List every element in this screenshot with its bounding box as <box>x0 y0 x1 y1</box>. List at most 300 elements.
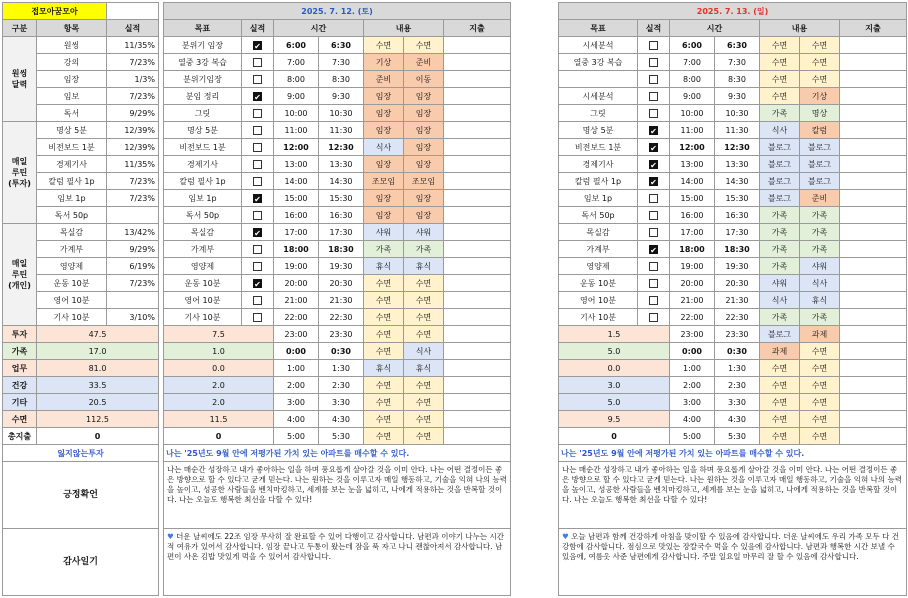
expense-cell <box>444 258 511 275</box>
end-time: 7:30 <box>715 54 760 71</box>
daily-category-value: 1.5 <box>559 326 670 343</box>
start-time: 20:00 <box>274 275 319 292</box>
done-cell <box>242 292 274 309</box>
end-time: 22:30 <box>319 309 364 326</box>
activity-first-half: 블로그 <box>760 139 800 156</box>
daily-category-value: 0 <box>164 428 274 445</box>
schedule-row <box>559 224 907 241</box>
expense-cell <box>444 224 511 241</box>
expense-cell <box>840 428 907 445</box>
checkbox[interactable] <box>253 262 262 271</box>
habit-rate <box>107 207 159 224</box>
goal-cell: 독서 50p <box>559 207 638 224</box>
activity-first-half: 임장 <box>364 122 404 139</box>
checkbox[interactable] <box>649 109 658 118</box>
time-header: 시간 <box>274 20 364 37</box>
checkbox[interactable] <box>253 296 262 305</box>
activity-first-half: 샤워 <box>364 224 404 241</box>
end-time: 2:30 <box>715 377 760 394</box>
checkbox[interactable] <box>253 143 262 152</box>
category-text: 원씽 달력 <box>11 69 28 89</box>
expense-cell <box>444 428 511 445</box>
start-time: 15:00 <box>670 190 715 207</box>
end-time: 2:30 <box>319 377 364 394</box>
checked-checkbox[interactable]: ✔ <box>254 194 261 204</box>
end-time: 9:30 <box>715 88 760 105</box>
done-cell <box>638 258 670 275</box>
activity-first-half: 휴식 <box>364 258 404 275</box>
checkbox[interactable] <box>649 279 658 288</box>
expense-cell <box>444 37 511 54</box>
summary-table <box>2 2 159 596</box>
end-time: 12:30 <box>319 139 364 156</box>
category-text: 매일 루틴 (투자) <box>8 157 31 188</box>
expense-cell <box>444 105 511 122</box>
activity-second-half: 가족 <box>800 309 840 326</box>
activity-second-half: 수면 <box>800 343 840 360</box>
start-time: 23:00 <box>274 326 319 343</box>
activity-first-half: 블로그 <box>760 156 800 173</box>
activity-second-half: 조모임 <box>404 173 444 190</box>
activity-first-half: 블로그 <box>760 326 800 343</box>
done-cell <box>242 241 274 258</box>
habit-item: 영어 10분 <box>37 292 107 309</box>
daily-category-value: 5.0 <box>559 343 670 360</box>
heart-icon: ♥ <box>167 532 177 541</box>
goal-cell: 경제기사 <box>164 156 242 173</box>
expense-cell <box>444 292 511 309</box>
expense-cell <box>840 377 907 394</box>
habit-item: 명상 5분 <box>37 122 107 139</box>
schedule-row <box>164 139 511 156</box>
activity-first-half: 수면 <box>760 428 800 445</box>
summary-label: 건강 <box>3 377 37 394</box>
habit-item: 기사 10분 <box>37 309 107 326</box>
activity-first-half: 조모임 <box>364 173 404 190</box>
schedule-row <box>559 258 907 275</box>
habit-item: 임장 <box>37 71 107 88</box>
schedule-row <box>559 88 907 105</box>
end-time: 7:30 <box>319 54 364 71</box>
activity-first-half: 식사 <box>364 139 404 156</box>
habit-rate: 7/23% <box>107 88 159 105</box>
habit-rate <box>107 292 159 309</box>
goal-cell: 목실감 <box>559 224 638 241</box>
start-time: 14:00 <box>274 173 319 190</box>
schedule-row <box>559 156 907 173</box>
end-time: 13:30 <box>715 156 760 173</box>
start-time: 22:00 <box>670 309 715 326</box>
activity-second-half: 휴식 <box>800 292 840 309</box>
summary-value: 0 <box>37 428 159 445</box>
end-time: 1:30 <box>319 360 364 377</box>
checked-checkbox[interactable]: ✔ <box>650 160 657 170</box>
schedule-row <box>164 241 511 258</box>
habit-item: 경제기사 <box>37 156 107 173</box>
activity-first-half: 수면 <box>364 309 404 326</box>
checkbox[interactable] <box>649 75 658 84</box>
left-title: 접모아꿈모아 <box>3 3 107 20</box>
expense-cell <box>444 343 511 360</box>
time-header: 시간 <box>670 20 760 37</box>
goal-cell: 분임 정리 <box>164 88 242 105</box>
summary-label: 수면 <box>3 411 37 428</box>
habit-item: 가계부 <box>37 241 107 258</box>
goal-cell: 비전보드 1분 <box>559 139 638 156</box>
category-label <box>3 122 37 224</box>
expense-cell <box>840 173 907 190</box>
end-time: 21:30 <box>319 292 364 309</box>
activity-second-half: 과제 <box>800 326 840 343</box>
checkbox[interactable] <box>253 177 262 186</box>
activity-second-half: 준비 <box>800 190 840 207</box>
gratitude-label: 감사일기 <box>3 529 159 596</box>
activity-second-half: 수면 <box>800 360 840 377</box>
end-time: 18:30 <box>319 241 364 258</box>
schedule-row <box>164 275 511 292</box>
checkbox[interactable] <box>649 228 658 237</box>
activity-second-half: 식사 <box>800 275 840 292</box>
activity-first-half: 수면 <box>364 411 404 428</box>
expense-cell <box>444 411 511 428</box>
gratitude-text: 오늘 남편과 함께 건강하게 아침을 맞이할 수 있음에 감사합니다. 더운 날씨에도 우리 가족 모두 다 건강함에 감사합니다. 점심으로 맛있는 장칼국수 먹을 수 있음에 감사합니다. 남편과 행복한 시간 보낼 수 있음에, 여름옷 사준 남편에게 감사합니다. 주말 일요일 마무리 잘 할 수 있음에 감사합니다. <box>562 532 900 561</box>
activity-first-half: 휴식 <box>364 360 404 377</box>
done-cell <box>638 105 670 122</box>
checked-checkbox[interactable]: ✔ <box>650 177 657 187</box>
start-time: 16:00 <box>274 207 319 224</box>
start-time: 19:00 <box>274 258 319 275</box>
schedule-row <box>559 207 907 224</box>
activity-second-half: 수면 <box>404 411 444 428</box>
habit-rate: 11/35% <box>107 156 159 173</box>
activity-first-half: 기상 <box>364 54 404 71</box>
end-time: 6:30 <box>319 37 364 54</box>
goal-cell: 목실감 <box>164 224 242 241</box>
end-time: 23:30 <box>715 326 760 343</box>
end-time: 8:30 <box>715 71 760 88</box>
activity-second-half: 수면 <box>800 37 840 54</box>
goal-cell: 임보 1p <box>559 190 638 207</box>
activity-second-half: 수면 <box>404 309 444 326</box>
checkbox[interactable] <box>649 262 658 271</box>
expense-cell <box>444 394 511 411</box>
activity-second-half: 수면 <box>404 377 444 394</box>
schedule-row <box>164 156 511 173</box>
schedule-row <box>164 71 511 88</box>
schedule-row <box>164 88 511 105</box>
goal-slogan: 나는 '25년도 9월 안에 저평가된 가치 있는 아파트를 매수할 수 있다. <box>559 445 907 462</box>
activity-first-half: 임장 <box>364 156 404 173</box>
activity-second-half: 수면 <box>404 292 444 309</box>
expense-cell <box>840 224 907 241</box>
habit-item: 임보 <box>37 88 107 105</box>
end-time: 19:30 <box>715 258 760 275</box>
schedule-row <box>559 105 907 122</box>
goal-cell: 영양제 <box>164 258 242 275</box>
end-time: 20:30 <box>319 275 364 292</box>
day-table-sun <box>558 2 907 596</box>
activity-first-half: 수면 <box>760 88 800 105</box>
activity-first-half: 과제 <box>760 343 800 360</box>
start-time: 8:00 <box>274 71 319 88</box>
habit-rate: 13/42% <box>107 224 159 241</box>
checked-checkbox[interactable]: ✔ <box>254 92 261 102</box>
content-header: 내용 <box>760 20 840 37</box>
end-time: 5:30 <box>319 428 364 445</box>
schedule-row <box>559 139 907 156</box>
done-cell <box>242 275 274 292</box>
expense-cell <box>840 71 907 88</box>
schedule-row <box>164 207 511 224</box>
schedule-row <box>164 309 511 326</box>
expense-cell <box>444 275 511 292</box>
goal-slogan: 나는 '25년도 9월 안에 저평가된 가치 있는 아파트를 매수할 수 있다. <box>164 445 511 462</box>
schedule-row <box>559 173 907 190</box>
goal-cell: 운동 10분 <box>559 275 638 292</box>
summary-label: 가족 <box>3 343 37 360</box>
start-time: 14:00 <box>670 173 715 190</box>
day-table-sat <box>163 2 511 596</box>
expense-cell <box>444 71 511 88</box>
checkbox[interactable] <box>253 109 262 118</box>
schedule-row <box>164 258 511 275</box>
done-cell <box>242 224 274 241</box>
expense-cell <box>444 309 511 326</box>
start-time: 1:00 <box>274 360 319 377</box>
activity-second-half: 수면 <box>800 411 840 428</box>
expense-cell <box>840 275 907 292</box>
activity-second-half: 가족 <box>800 207 840 224</box>
done-cell <box>242 71 274 88</box>
activity-first-half: 가족 <box>760 309 800 326</box>
goal-cell: 비전보드 1분 <box>164 139 242 156</box>
habit-item: 원씽 <box>37 37 107 54</box>
goal-cell: 칼럼 필사 1p <box>164 173 242 190</box>
end-time: 11:30 <box>715 122 760 139</box>
goal-cell: 열중 3강 복습 <box>164 54 242 71</box>
goal-header: 목표 <box>559 20 638 37</box>
checkbox[interactable] <box>253 245 262 254</box>
activity-first-half: 임장 <box>364 207 404 224</box>
done-cell <box>638 139 670 156</box>
end-time: 20:30 <box>715 275 760 292</box>
checkbox[interactable] <box>253 160 262 169</box>
end-time: 10:30 <box>319 105 364 122</box>
left-header: 구분 <box>3 20 37 37</box>
habit-item: 칼럼 필사 1p <box>37 173 107 190</box>
end-time: 21:30 <box>715 292 760 309</box>
end-time: 12:30 <box>715 139 760 156</box>
expense-cell <box>444 326 511 343</box>
habit-rate: 3/10% <box>107 309 159 326</box>
goal-cell: 기사 10분 <box>164 309 242 326</box>
start-time: 22:00 <box>274 309 319 326</box>
schedule-row <box>164 224 511 241</box>
checkbox[interactable] <box>649 58 658 67</box>
goal-cell: 경제기사 <box>559 156 638 173</box>
checkbox[interactable] <box>649 92 658 101</box>
activity-second-half: 식사 <box>404 343 444 360</box>
start-time: 6:00 <box>670 37 715 54</box>
checkbox[interactable] <box>649 296 658 305</box>
checked-checkbox[interactable]: ✔ <box>650 143 657 153</box>
end-time: 23:30 <box>319 326 364 343</box>
habit-rate: 12/39% <box>107 122 159 139</box>
start-time: 7:00 <box>274 54 319 71</box>
start-time: 9:00 <box>274 88 319 105</box>
activity-first-half: 수면 <box>760 360 800 377</box>
done-cell <box>638 190 670 207</box>
schedule-row <box>164 173 511 190</box>
habit-rate: 9/29% <box>107 241 159 258</box>
start-time: 21:00 <box>670 292 715 309</box>
summary-value: 20.5 <box>37 394 159 411</box>
goal-cell: 가계부 <box>164 241 242 258</box>
end-time: 11:30 <box>319 122 364 139</box>
activity-first-half: 가족 <box>760 207 800 224</box>
expense-cell <box>840 343 907 360</box>
activity-second-half: 블로그 <box>800 156 840 173</box>
checked-checkbox[interactable]: ✔ <box>650 126 657 136</box>
start-time: 16:00 <box>670 207 715 224</box>
habit-rate: 11/35% <box>107 37 159 54</box>
activity-first-half: 수면 <box>364 343 404 360</box>
daily-category-value: 2.0 <box>164 394 274 411</box>
checked-checkbox[interactable]: ✔ <box>254 228 261 238</box>
end-time: 3:30 <box>715 394 760 411</box>
activity-second-half: 임장 <box>404 88 444 105</box>
expense-cell <box>840 241 907 258</box>
checkbox[interactable] <box>253 313 262 322</box>
done-cell <box>638 54 670 71</box>
done-cell <box>638 207 670 224</box>
start-time: 5:00 <box>670 428 715 445</box>
schedule-row <box>164 292 511 309</box>
expense-cell <box>840 37 907 54</box>
checkbox[interactable] <box>649 41 658 50</box>
activity-first-half: 임장 <box>364 88 404 105</box>
end-time: 6:30 <box>715 37 760 54</box>
start-time: 21:00 <box>274 292 319 309</box>
end-time: 14:30 <box>715 173 760 190</box>
expense-cell <box>840 394 907 411</box>
activity-first-half: 수면 <box>760 37 800 54</box>
done-cell <box>242 309 274 326</box>
activity-first-half: 가족 <box>364 241 404 258</box>
activity-second-half: 수면 <box>404 326 444 343</box>
goal-header: 목표 <box>164 20 242 37</box>
end-time: 5:30 <box>715 428 760 445</box>
schedule-row <box>559 241 907 258</box>
activity-second-half: 수면 <box>800 71 840 88</box>
goal-cell: 영어 10분 <box>559 292 638 309</box>
category-text: 매일 루틴 (개인) <box>8 259 31 290</box>
activity-first-half: 샤워 <box>760 275 800 292</box>
checkbox[interactable] <box>253 211 262 220</box>
checkbox[interactable] <box>649 194 658 203</box>
end-time: 0:30 <box>715 343 760 360</box>
expense-cell <box>444 54 511 71</box>
activity-second-half: 가족 <box>800 224 840 241</box>
done-header: 실적 <box>638 20 670 37</box>
done-cell <box>638 173 670 190</box>
done-cell <box>242 105 274 122</box>
summary-value: 81.0 <box>37 360 159 377</box>
schedule-row <box>559 122 907 139</box>
start-time: 13:00 <box>670 156 715 173</box>
end-time: 3:30 <box>319 394 364 411</box>
activity-second-half: 수면 <box>800 54 840 71</box>
expense-cell <box>444 241 511 258</box>
done-header: 실적 <box>242 20 274 37</box>
daily-category-value: 1.0 <box>164 343 274 360</box>
end-time: 8:30 <box>319 71 364 88</box>
activity-second-half: 블로그 <box>800 173 840 190</box>
checkbox[interactable] <box>649 211 658 220</box>
start-time: 1:00 <box>670 360 715 377</box>
activity-second-half: 임장 <box>404 207 444 224</box>
end-time: 14:30 <box>319 173 364 190</box>
checked-checkbox[interactable]: ✔ <box>254 279 261 289</box>
schedule-row <box>559 309 907 326</box>
expense-cell <box>840 360 907 377</box>
activity-first-half: 수면 <box>364 275 404 292</box>
activity-first-half: 수면 <box>760 54 800 71</box>
start-time: 10:00 <box>670 105 715 122</box>
checkbox[interactable] <box>253 58 262 67</box>
end-time: 0:30 <box>319 343 364 360</box>
activity-first-half: 가족 <box>760 105 800 122</box>
start-time: 6:00 <box>274 37 319 54</box>
activity-first-half: 식사 <box>760 292 800 309</box>
end-time: 4:30 <box>715 411 760 428</box>
end-time: 17:30 <box>715 224 760 241</box>
activity-second-half: 임장 <box>404 105 444 122</box>
summary-label: 기타 <box>3 394 37 411</box>
daily-category-value: 9.5 <box>559 411 670 428</box>
habit-rate: 7/23% <box>107 190 159 207</box>
heart-icon: ♥ <box>562 532 572 541</box>
checkbox[interactable] <box>253 75 262 84</box>
gratitude-text: 더운 날씨에도 22조 임장 무사히 잘 완료할 수 있어 다행이고 감사합니다. 남편과 이야기 나누는 시간적 여유가 있어서 감사합니다. 임장 끝나고 두통이 왔는데 잠을 푹 자고 나니 괜찮아져서 감사합니다. 남편이 사온 김밥 맛있게 먹을 수 있어서 감사합니다. <box>167 532 504 561</box>
expense-cell <box>444 207 511 224</box>
start-time: 12:00 <box>670 139 715 156</box>
activity-first-half: 수면 <box>364 37 404 54</box>
done-cell <box>242 88 274 105</box>
goal-cell: 운동 10분 <box>164 275 242 292</box>
start-time: 12:00 <box>274 139 319 156</box>
summary-label: 총지출 <box>3 428 37 445</box>
start-time: 23:00 <box>670 326 715 343</box>
activity-first-half: 수면 <box>364 326 404 343</box>
left-title-blank <box>107 3 159 20</box>
end-time: 15:30 <box>319 190 364 207</box>
start-time: 20:00 <box>670 275 715 292</box>
checked-checkbox[interactable]: ✔ <box>650 245 657 255</box>
checkbox[interactable] <box>253 126 262 135</box>
goal-cell: 열중 3강 복습 <box>559 54 638 71</box>
checkbox[interactable] <box>649 313 658 322</box>
activity-second-half: 수면 <box>404 394 444 411</box>
done-cell <box>242 258 274 275</box>
activity-first-half: 수면 <box>760 394 800 411</box>
activity-first-half: 식사 <box>760 122 800 139</box>
habit-rate: 7/23% <box>107 173 159 190</box>
schedule-row <box>164 54 511 71</box>
checked-checkbox[interactable]: ✔ <box>254 41 261 51</box>
habit-item: 운동 10분 <box>37 275 107 292</box>
start-time: 13:00 <box>274 156 319 173</box>
